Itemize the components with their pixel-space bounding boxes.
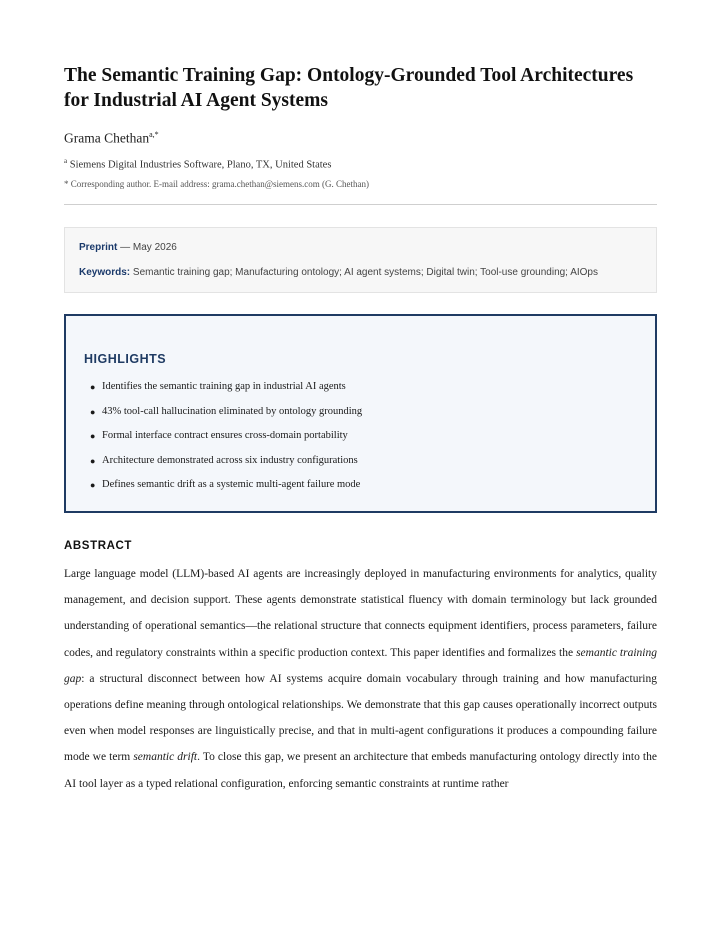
- abstract-emphasis: semantic training gap: [64, 646, 657, 685]
- list-item: [90, 454, 637, 467]
- bullet-icon: ●: [90, 406, 96, 417]
- abstract-body: [64, 561, 657, 797]
- preprint-label: Preprint: [79, 242, 118, 253]
- author-name: Grama Chethan: [64, 130, 150, 146]
- affiliation-text: Siemens Digital Industries Software, Plano, TX, United States: [69, 159, 332, 170]
- affiliation: [64, 157, 657, 171]
- highlight-text: Formal interface contract ensures cross-domain portability: [102, 430, 348, 441]
- highlight-text: Defines semantic drift as a systemic multi-agent failure mode: [102, 479, 361, 490]
- author-superscript: a,*: [149, 130, 159, 139]
- bullet-icon: ●: [90, 382, 96, 392]
- metadata-box: [64, 227, 657, 293]
- highlights-box: [64, 314, 657, 513]
- list-item: [90, 405, 637, 418]
- highlights-title: HIGHLIGHTS: [84, 352, 167, 366]
- author-line: [64, 130, 657, 147]
- highlight-text: Identifies the semantic training gap in industrial AI agents: [102, 381, 346, 392]
- list-item: [90, 381, 637, 393]
- corresponding-author: * Corresponding author. E-mail address: grama.chethan@siemens.com (G. Chethan): [64, 179, 369, 189]
- abstract-text: Large language model (LLM)-based AI agents are increasingly deployed in manufacturing environments for analytics, quality management, and decision support. These agents demonstrate statistical fluency with domain terminology but lack grounded understanding of operational semantics—the relational structure that connects equipment identifiers, process parameters, failure codes, and regulatory constraints within a specific production context. This paper identifies and formalizes the: [64, 568, 657, 659]
- abstract-text: : a structural disconnect between how AI systems acquire domain vocabulary through training and how manufacturing operations define meaning through ontological relationships. We demonstrate that this gap causes operationally incorrect outputs even when model responses are linguistically precise, and that in multi-agent configurations it produces a compounding failure mode we term: [64, 672, 657, 764]
- affiliation-superscript: a: [64, 156, 68, 165]
- paper-title: The Semantic Training Gap: Ontology-Grounded Tool Architectures for Industrial AI Agent Systems: [64, 65, 634, 111]
- bullet-icon: ●: [90, 431, 96, 441]
- abstract-text: . To close this gap, we present an architecture that embeds manufacturing ontology directly into the AI tool layer as a typed relational configuration, enforcing semantic constraints at runtime rather: [64, 751, 657, 790]
- divider: [64, 204, 657, 205]
- abstract-heading: ABSTRACT: [64, 540, 133, 552]
- keywords-text: Semantic training gap; Manufacturing ontology; AI agent systems; Digital twin; Tool-use grounding; AIOps: [132, 267, 598, 278]
- bullet-icon: ●: [90, 455, 96, 466]
- list-item: [90, 430, 637, 442]
- bullet-icon: ●: [90, 480, 96, 490]
- highlight-text: 43% tool-call hallucination eliminated by ontology grounding: [102, 405, 363, 417]
- highlight-text: Architecture demonstrated across six industry configurations: [102, 454, 358, 466]
- preprint-row: [79, 242, 642, 253]
- list-item: [90, 479, 637, 491]
- keywords-label: Keywords:: [79, 267, 131, 278]
- keywords-row: [79, 267, 642, 278]
- abstract-emphasis: semantic drift: [133, 751, 198, 764]
- preprint-date: — May 2026: [120, 242, 177, 253]
- highlights-list: [84, 381, 637, 491]
